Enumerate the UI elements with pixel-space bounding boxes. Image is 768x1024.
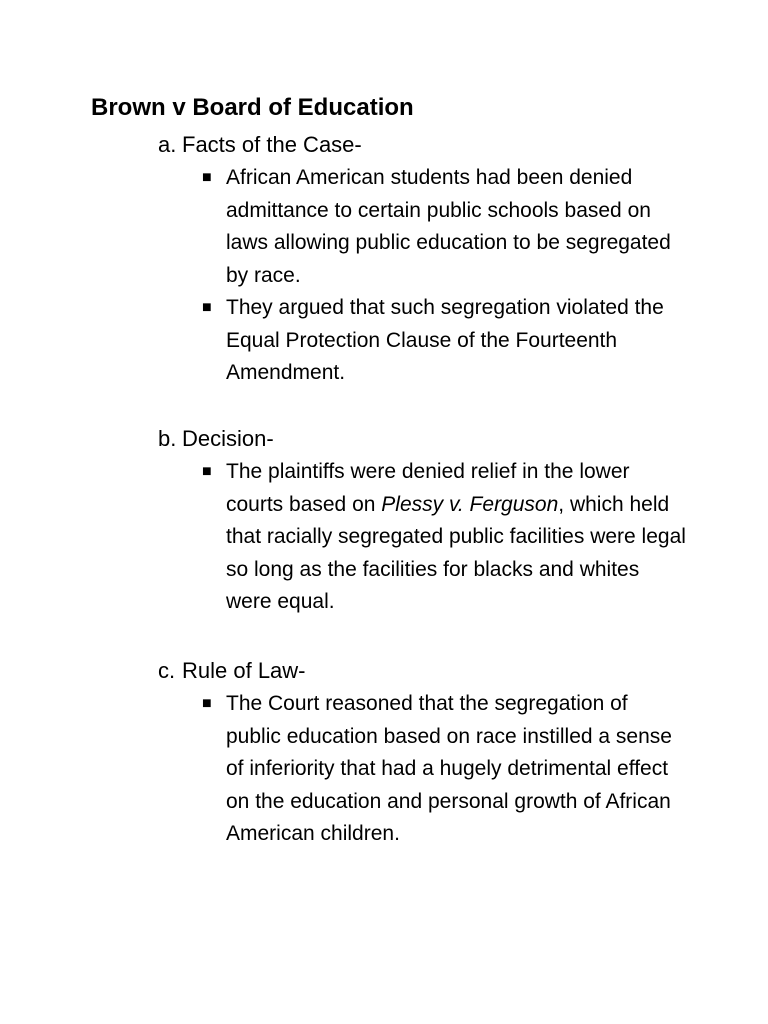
section-marker: c. [158,658,176,683]
section-marker: b. [158,426,177,451]
bullet-list [158,456,718,619]
section-decision [158,422,718,619]
list-item [158,292,686,390]
list-item [158,162,686,292]
section-heading [158,128,718,162]
section-heading-text: Decision- [182,426,274,451]
square-bullet-icon: ■ [202,299,212,316]
bullet-text [226,692,672,845]
square-bullet-icon: ■ [202,169,212,186]
bullet-text-run: The Court reasoned that the segregation of public education based on race instilled a sense of inferiority that had a hugely detrimental effect on the education and personal growth of African American children. [226,692,672,845]
bullet-list [158,162,718,390]
section-rule-of-law [158,654,718,851]
section-heading [158,654,718,688]
section-facts [158,128,718,390]
section-heading [158,422,718,456]
section-heading-text: Facts of the Case- [182,132,362,157]
bullet-text [226,166,671,287]
case-citation: Plessy v. Ferguson [381,492,559,516]
square-bullet-icon: ■ [202,695,212,712]
section-marker: a. [158,132,177,157]
bullet-text-run: African American students had been denied admittance to certain public schools based on laws allowing public education to be segregated by race. [226,166,671,287]
bullet-text [226,460,686,613]
list-item [158,456,686,619]
bullet-list [158,688,718,851]
bullet-text-run: The plaintiffs were denied relief in the lower courts based on [226,460,630,516]
section-heading-text: Rule of Law- [182,658,306,683]
bullet-text [226,296,664,384]
bullet-text-run: They argued that such segregation violated the Equal Protection Clause of the Fourteenth Amendment. [226,296,664,384]
square-bullet-icon: ■ [202,463,212,480]
list-item [158,688,686,851]
bullet-text-run: , which held that racially segregated public facilities were legal so long as the facilities for blacks and whites were equal. [226,492,686,613]
document-title: Brown v Board of Education [91,94,414,121]
